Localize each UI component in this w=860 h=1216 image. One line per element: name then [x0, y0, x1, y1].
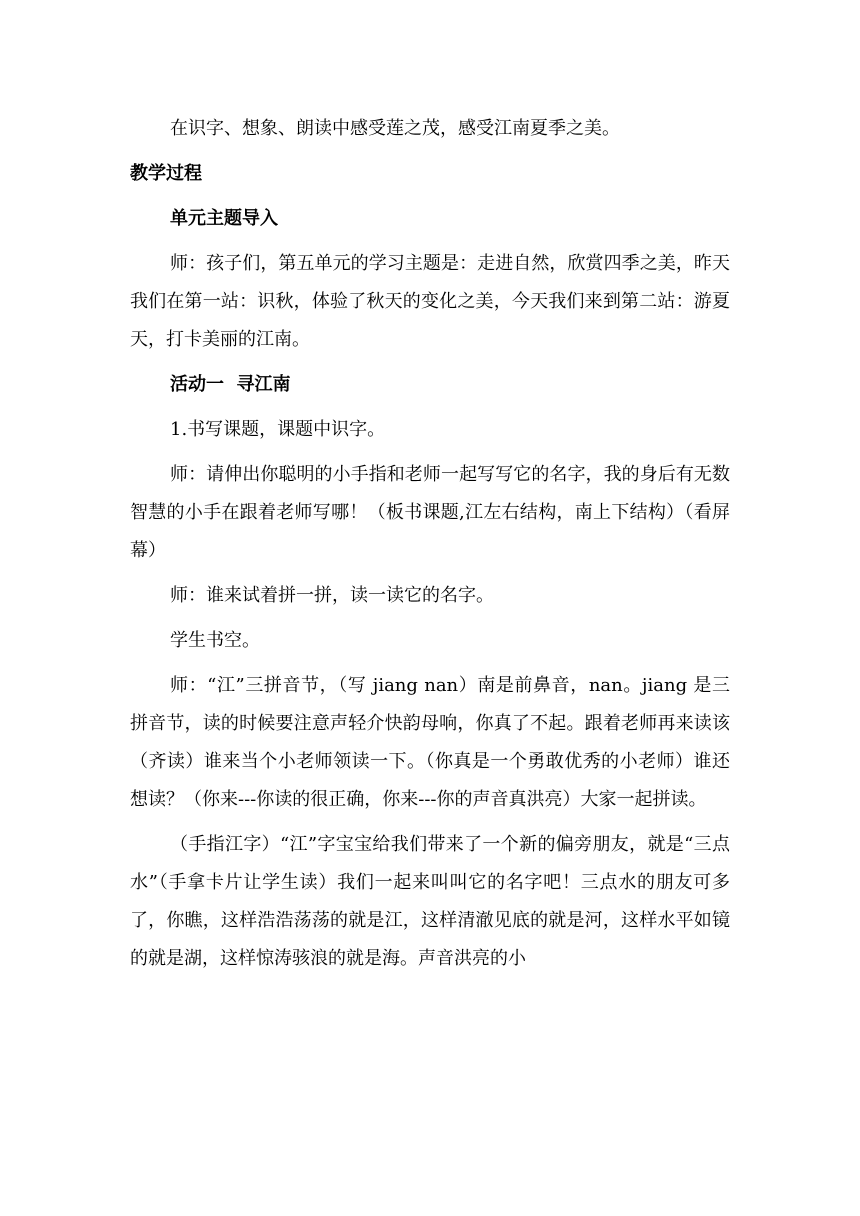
pinyin-paragraph: 师：“江”三拼音节，（写 jiang nan）南是前鼻音，nan。jiang 是三拼音节，读的时候要注意声轻介快韵母响，你真了不起。跟着老师再来读该（齐读）谁来当个小老师领读一下。（你真是一个勇敢优秀的小老师）谁还想读？（你来---你读的很正确，你来---你的声音真洪亮）大家一起拼读。 [130, 675, 730, 810]
goal-line: 在识字、想象、朗读中感受莲之茂，感受江南夏季之美。 [170, 118, 620, 139]
students-paragraph: 学生书空。 [170, 630, 260, 651]
read-paragraph: 师：谁来试着拼一拼，读一读它的名字。 [170, 585, 494, 606]
radical-paragraph: （手指江字）“江”字宝宝给我们带来了一个新的偏旁朋友，就是“三点水”（手拿卡片让学生读）我们一起来叫叫它的名字吧！三点水的朋友可多了，你瞧，这样浩浩荡荡的就是江，这样清澈见底的就是河，这样水平如镜的就是湖，这样惊涛骇浪的就是海。声音洪亮的小 [130, 834, 730, 969]
section-title: 教学过程 [130, 163, 202, 184]
step1-line: 1.书写课题，课题中识字。 [170, 419, 386, 440]
intro-paragraph: 师：孩子们，第五单元的学习主题是：走进自然，欣赏四季之美，昨天我们在第一站：识秋，体验了秋天的变化之美，今天我们来到第二站：游夏天，打卡美丽的江南。 [130, 253, 730, 350]
subsection-intro-title: 单元主题导入 [170, 208, 278, 229]
document-page [130, 110, 730, 985]
activity1-title: 活动一 寻江南 [170, 374, 291, 395]
write-paragraph: 师：请伸出你聪明的小手指和老师一起写写它的名字，我的身后有无数智慧的小手在跟着老师写哪！（板书课题,江左右结构，南上下结构）（看屏幕） [130, 464, 730, 561]
